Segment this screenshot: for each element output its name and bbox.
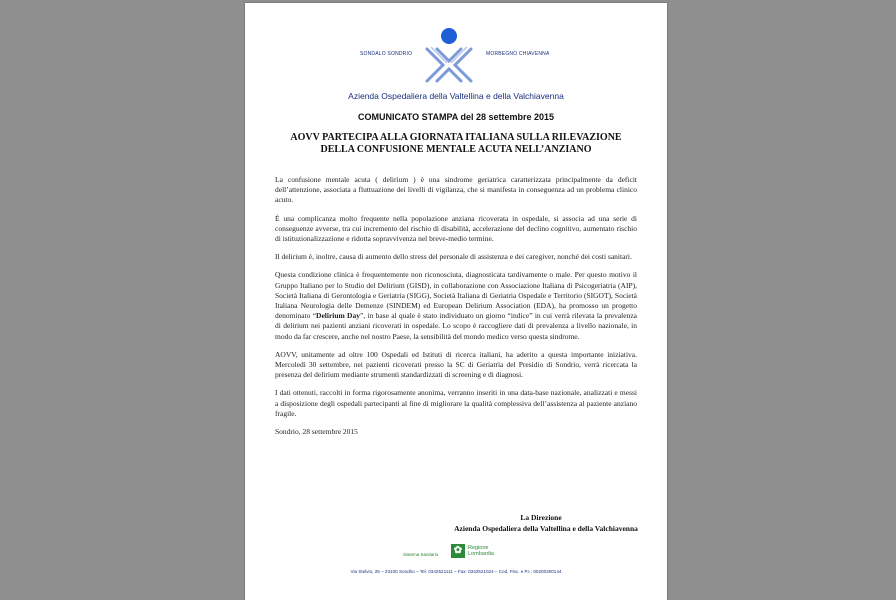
- headline: [275, 132, 637, 156]
- headline-line-2: DELLA CONFUSIONE MENTALE ACUTA NELL’ANZIANO: [320, 144, 592, 155]
- delirium-day-emphasis: Delirium Day: [316, 311, 360, 321]
- paragraph-6: I dati ottenuti, raccolti in forma rigorosamente anonima, verranno inseriti in una data-base nazionale, analizzati e messi a disposizione degli ospedali partecipanti al fine di migliorare la qualità complessiva dell’assistenza al paziente anziano fragile.: [275, 388, 637, 418]
- signature-line-2: Azienda Ospedaliera della Valtellina e della Valchiavenna: [454, 523, 638, 533]
- cities-left: SONDALO SONDRIO: [360, 51, 413, 57]
- signature-line-1: La Direzione: [520, 513, 562, 522]
- organization-name: Azienda Ospedaliera della Valtellina e della Valchiavenna: [348, 91, 564, 101]
- press-release-label: COMUNICATO STAMPA del 28 settembre 2015: [357, 112, 555, 122]
- document-page: [245, 3, 667, 600]
- paragraph-3: Il delirium è, inoltre, causa di aumento dello stress del personale di assistenza e dei caregiver, nonché dei costi sanitari.: [275, 252, 632, 262]
- paragraph-2: È una complicanza molto frequente nella popolazione anziana ricoverata in ospedale, si associa ad una serie di conseguenze avverse, tra cui incremento del rischio di disabilità, accelerazione del declino cognitivo, aumentato rischio di istituzionalizzazione e ridotta sopravvivenza nel breve-medio termine.: [275, 213, 637, 244]
- lombardia-wordmark: Regione Lombardia: [468, 545, 494, 557]
- hospital-logo-icon: [421, 27, 477, 87]
- signature-block: [245, 513, 667, 534]
- letterhead: [245, 27, 667, 91]
- date-line: Sondrio, 28 settembre 2015: [275, 427, 358, 437]
- regione-lombardia-logo: [401, 541, 521, 561]
- paragraph-1: La confusione mentale acuta ( delirium ) è una sindrome geriatrica caratterizzata principalmente da deficit dell’attenzione, associata a fluttuazione dei livelli di vigilanza, che si manifesta in conseguenza ad un problema clinico acuto.: [275, 175, 637, 205]
- sistema-sanitario-label: Sistema Sanitario: [403, 552, 439, 557]
- lombardia-rose-icon: ✿: [451, 544, 465, 558]
- cities-right: MORBEGNO CHIAVENNA: [486, 51, 550, 57]
- body-text: [275, 175, 637, 445]
- paragraph-5: AOVV, unitamente ad oltre 100 Ospedali ed Istituti di ricerca italiani, ha aderito a questa importante iniziativa. Mercoledì 30 settembre, nei pazienti ricoverati presso la SC di Geriatria del Presidio di Sondrio, verrà ricercata la presenza del delirium mediante strumenti standardizzati di screening e di diagnosi.: [275, 349, 637, 380]
- headline-line-1: AOVV PARTECIPA ALLA GIORNATA ITALIANA SULLA RILEVAZIONE: [290, 132, 622, 143]
- footer-address: Via Stelvio, 25 – 23100 Sondrio – Tel: 0342521111 – Fax: 0342521024 – Cod. Fisc. e P.I.: 00200300144: [350, 569, 562, 574]
- paragraph-4: Questa condizione clinica è frequentemente non riconosciuta, diagnosticata tardivamente o male. Per questo motivo il Gruppo Italiano per lo Studio del Delirium (GISD), in collaborazione con Associazione Italiana di Psicogeriatria (AIP), Società Italiana di Gerontologia e Geriatria (SIGG), Società Italiana di Geriatria Ospedale e Territorio (SIGOT), Società Italiana Neurologia delle Demenze (SINDEM) ed European Delirium Association (EDA), ha promosso un progetto denominato “Delirium Day”, in base al quale è stato individuato un giorno “indice” in cui verrà rilevata la prevalenza di delirium nei pazienti anziani ricoverati in ospedale. Lo scopo è raccogliere dati di prevalenza a livello nazionale, in modo da far crescere, anche nel nostro Paese, la sensibilità del mondo medico verso questa sindrome.: [275, 270, 637, 341]
